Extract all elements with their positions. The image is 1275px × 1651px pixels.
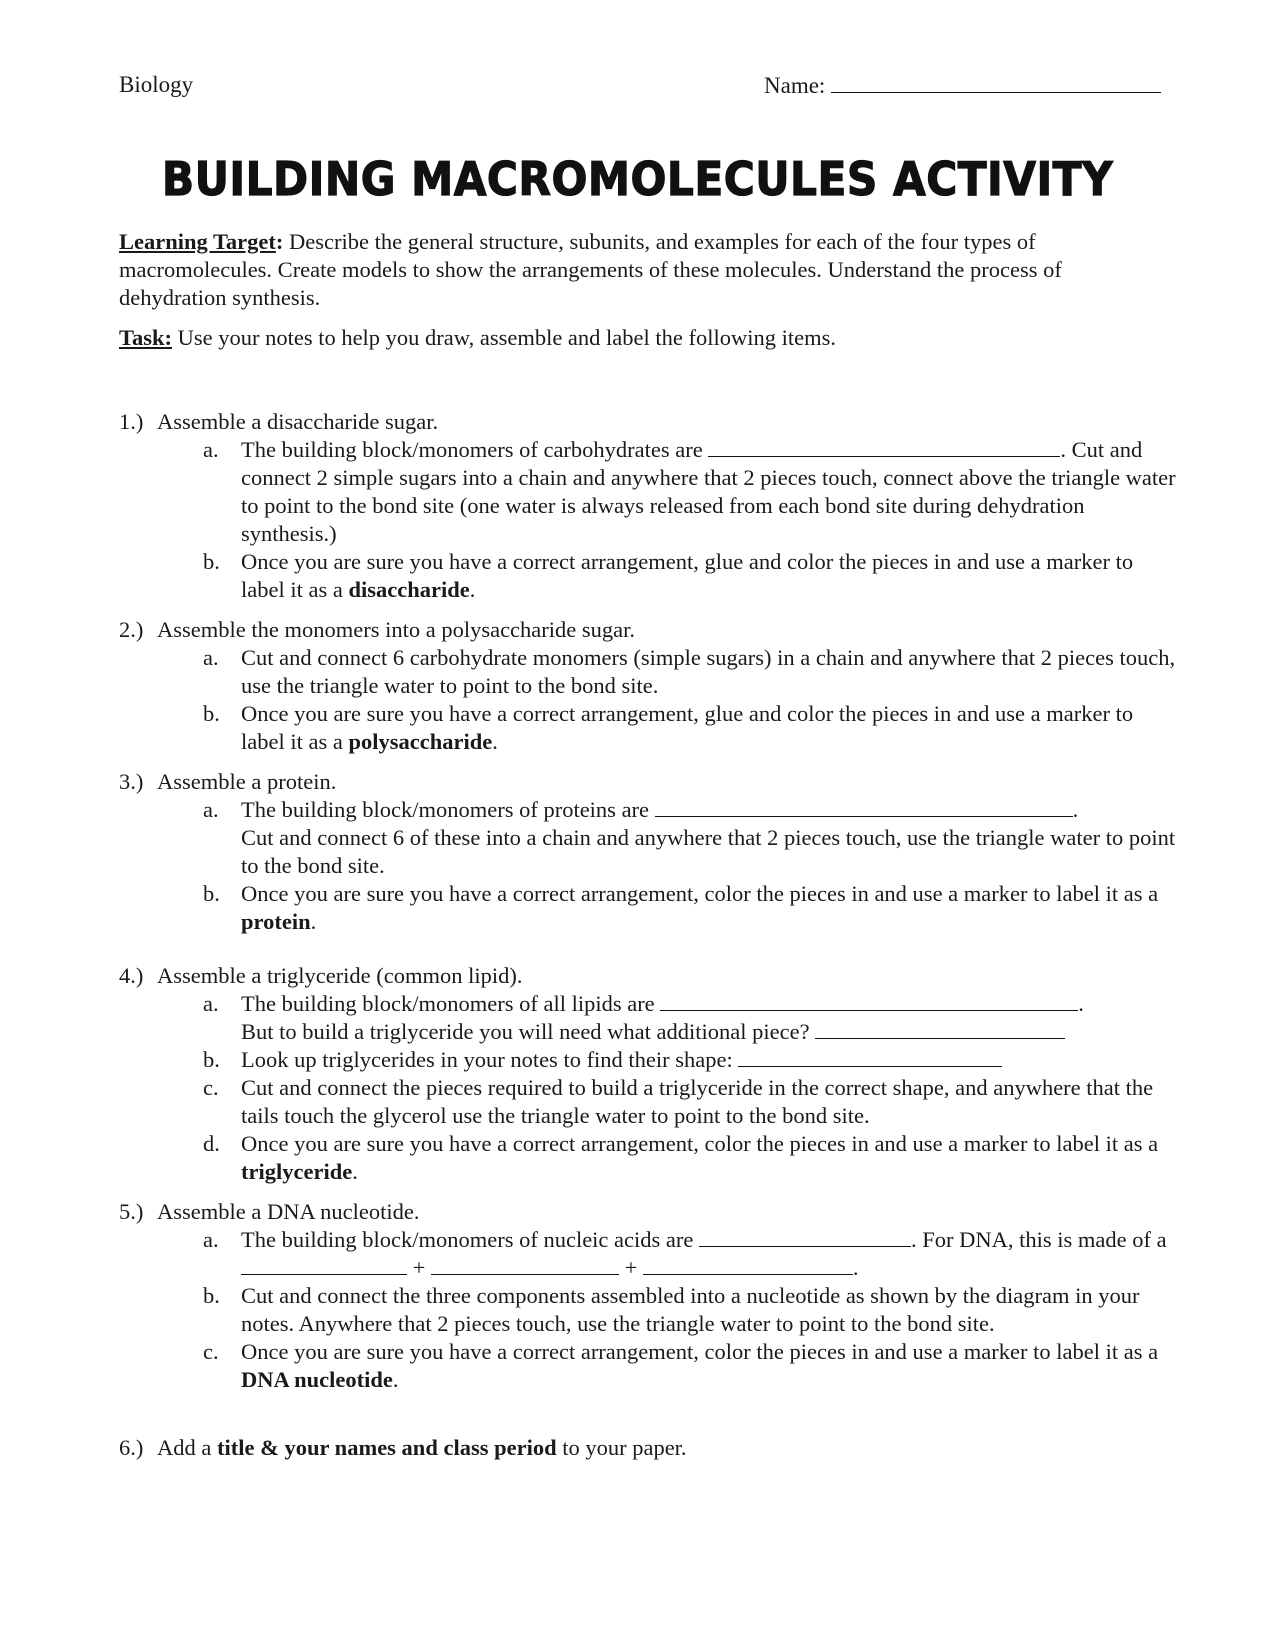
sub-letter: a. [203,1227,219,1252]
answer-blank-lipid-monomers[interactable] [660,990,1078,1011]
item-number: 5.) [119,1199,144,1224]
item-number: 3.) [119,769,144,794]
subject-label: Biology [119,72,194,97]
item-5c [119,1338,1179,1394]
answer-blank-additional-piece[interactable] [815,1018,1065,1039]
item-5b [119,1282,1179,1338]
sub-letter: d. [203,1131,220,1156]
item-heading: Assemble a DNA nucleotide. [157,1199,420,1224]
sub-text: Cut and connect 6 carbohydrate monomers (simple sugars) in a chain and anywhere that 2 pieces touch, use the triangle water to point to the bond site. [241,645,1176,698]
plus-sign: + [412,1255,426,1280]
sub-bold: protein [241,909,311,934]
item-2a [119,644,1179,700]
item-3 [119,768,1179,936]
item-4b [119,1046,1179,1074]
sub-text: Once you are sure you have a correct arrangement, color the pieces in and use a marker to label it as a [241,1131,1159,1156]
sub-text: Cut and connect 6 of these into a chain and anywhere that 2 pieces touch, use the triangle water to point to the bond site. [241,825,1176,878]
sub-text: The building block/monomers of nucleic acids are [241,1227,699,1252]
item-heading: Assemble a disaccharide sugar. [157,409,439,434]
sub-text: . For DNA, this is made of a [911,1227,1167,1252]
sub-letter: a. [203,991,219,1016]
sub-letter: a. [203,797,219,822]
learning-target-text: Describe the general structure, subunits, and examples for each of the four types of macromolecules. Create models to show the arrangements of these molecules. Understand the process of dehydration synthesis. [119,229,1062,310]
sub-letter: c. [203,1075,219,1100]
answer-blank-carb-monomers[interactable] [708,436,1060,457]
sub-bold: disaccharide [348,577,470,602]
item-4a [119,990,1179,1046]
item-3a [119,796,1179,880]
instruction-list [119,408,1179,1462]
sub-text: . [352,1159,358,1184]
answer-blank-nucleic-monomers[interactable] [699,1226,911,1247]
task-label: Task: [119,325,172,350]
item-1b [119,548,1179,604]
item-number: 1.) [119,409,144,434]
sub-text: The building block/monomers of carbohydrates are [241,437,709,462]
sub-letter: b. [203,1283,220,1308]
item-2 [119,616,1179,756]
sub-text: Once you are sure you have a correct arrangement, glue and color the pieces in and use a marker to label it as a [241,549,1134,602]
item-3b [119,880,1179,936]
answer-blank-component-2[interactable] [431,1254,619,1275]
sub-text: But to build a triglyceride you will need what additional piece? [241,1019,816,1044]
sub-text: . Cut and connect 2 simple sugars into a chain and anywhere that 2 pieces touch, connect above the triangle water to point to the bond site (one water is always released from each bond site during dehydration synthesis.) [241,437,1176,546]
sub-text: to your paper. [556,1435,687,1460]
sub-text: . [1072,797,1079,822]
item-6 [119,1434,1179,1462]
task [119,324,1169,352]
sub-letter: b. [203,549,220,574]
learning-target [119,228,1169,312]
sub-text: Cut and connect the pieces required to build a triglyceride in the correct shape, and anywhere that the tails touch the glycerol use the triangle water to point to the bond site. [241,1075,1154,1128]
item-heading: Assemble a triglyceride (common lipid). [157,963,523,988]
learning-target-label: Learning Target [119,229,276,254]
sub-text: Add a [157,1435,217,1460]
item-number: 2.) [119,617,144,642]
name-field [764,72,1161,99]
name-blank[interactable] [831,72,1161,93]
sub-letter: b. [203,701,220,726]
sub-text: Look up triglycerides in your notes to find their shape: [241,1047,739,1072]
item-4c [119,1074,1179,1130]
name-label: Name: [764,73,826,98]
item-heading: Assemble the monomers into a polysaccharide sugar. [157,617,636,642]
item-heading: Assemble a protein. [157,769,337,794]
task-text: Use your notes to help you draw, assemble and label the following items. [171,325,836,350]
answer-blank-triglyceride-shape[interactable] [738,1046,1002,1067]
item-number: 6.) [119,1435,144,1460]
sub-letter: a. [203,645,219,670]
sub-bold: polysaccharide [348,729,493,754]
sub-letter: b. [203,881,220,906]
sub-text: Cut and connect the three components assembled into a nucleotide as shown by the diagram in your notes. Anywhere that 2 pieces touch, use the triangle water to point to the bond site. [241,1283,1140,1336]
item-1a [119,436,1179,548]
sub-text: . [852,1255,859,1280]
answer-blank-component-3[interactable] [643,1254,853,1275]
learning-target-colon: : [275,229,284,254]
sub-letter: c. [203,1339,219,1364]
item-1 [119,408,1179,604]
page-title: BUILDING MACROMOLECULES ACTIVITY [161,152,1114,206]
item-4 [119,962,1179,1186]
plus-sign: + [624,1255,638,1280]
sub-bold: title & your names and class period [217,1435,557,1460]
item-4d [119,1130,1179,1186]
sub-text: . [469,577,476,602]
answer-blank-component-1[interactable] [241,1254,407,1275]
answer-blank-protein-monomers[interactable] [655,796,1073,817]
sub-text: . [1078,991,1084,1016]
sub-text: Once you are sure you have a correct arrangement, color the pieces in and use a marker to label it as a [241,881,1159,906]
sub-letter: a. [203,437,219,462]
item-number: 4.) [119,963,144,988]
item-5a [119,1226,1179,1282]
sub-text: Once you are sure you have a correct arrangement, glue and color the pieces in and use a marker to label it as a [241,701,1134,754]
item-5 [119,1198,1179,1394]
sub-text: . [492,729,498,754]
sub-text: . [392,1367,399,1392]
sub-bold: triglyceride [241,1159,353,1184]
sub-text: . [310,909,317,934]
sub-text: Once you are sure you have a correct arrangement, color the pieces in and use a marker to label it as a [241,1339,1159,1364]
sub-text: The building block/monomers of all lipids are [241,991,661,1016]
item-2b [119,700,1179,756]
sub-text: The building block/monomers of proteins are [241,797,655,822]
sub-letter: b. [203,1047,220,1072]
sub-bold: DNA nucleotide [241,1367,393,1392]
